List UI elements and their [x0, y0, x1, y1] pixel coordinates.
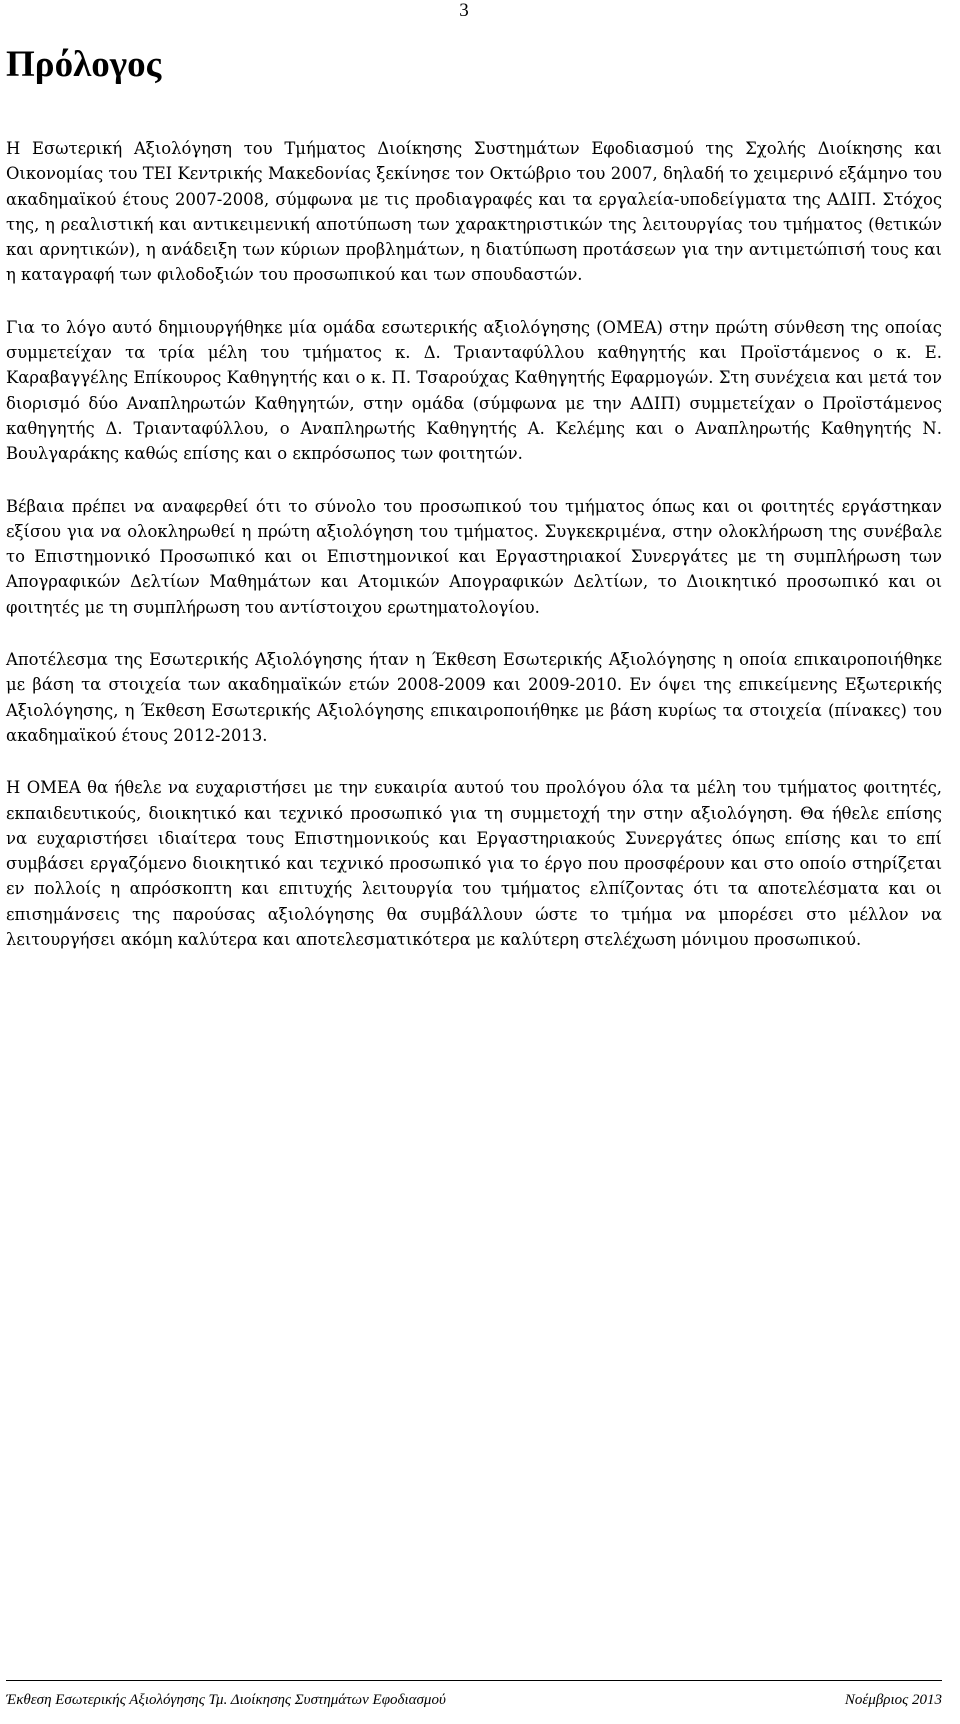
paragraph-committee: Για το λόγο αυτό δημιουργήθηκε μία ομάδα εσωτερικής αξιολόγησης (ΟΜΕΑ) στην πρώτη σύνθεση της οποίας συμμετείχαν τα τρία μέλη του τμήματος κ. Δ. Τριανταφύλλου καθηγητής και Προϊστάμενος ο κ. Ε. Καραβαγγέλης Επίκουρος Καθηγητής και ο κ. Π. Τσαρούχας Καθηγητής Εφαρμογών. Στη συνέχεια και μετά τον διορισμό δύο Αναπληρωτών Καθηγητών, στην ομάδα (σύμφωνα με την ΑΔΙΠ) συμμετείχαν ο Προϊστάμενος καθηγητής Δ. Τριανταφύλλου, ο Αναπληρωτής Καθηγητής Α. Κελέμης και ο Αναπληρωτής Καθηγητής Ν. Βουλγαράκης καθώς επίσης και ο εκπρόσωπος των φοιτητών.	[6, 317, 942, 464]
page-number: 3	[459, 0, 469, 21]
page-title: Πρόλογος	[6, 44, 162, 85]
footer-document-title: Έκθεση Εσωτερικής Αξιολόγησης Τμ. Διοίκησης Συστημάτων Εφοδιασμού	[6, 1692, 446, 1708]
footer-date: Νοέμβριος 2013	[844, 1692, 942, 1708]
body-text	[6, 136, 942, 979]
paragraph-intro: Η Εσωτερική Αξιολόγηση του Τμήματος Διοίκησης Συστημάτων Εφοδιασμού της Σχολής Διοίκησης και Οικονομίας του ΤΕΙ Κεντρικής Μακεδονίας ξεκίνησε τον Οκτώβριο του 2007, δηλαδή το χειμερινό εξάμηνο του ακαδημαϊκού έτους 2007-2008, σύμφωνα με τις προδιαγραφές και τα εργαλεία-υποδείγματα της ΑΔΙΠ. Στόχος της, η ρεαλιστική και αντικειμενική αποτύπωση των χαρακτηριστικών της λειτουργίας του τμήματος (θετικών και αρνητικών), η ανάδειξη των κύριων προβλημάτων, η διατύπωση προτάσεων για την αντιμετώπισή τους και η καταγραφή των φιλοδοξιών του προσωπικού και των σπουδαστών.	[6, 139, 942, 285]
paragraph-result: Αποτέλεσμα της Εσωτερικής Αξιολόγησης ήταν η Έκθεση Εσωτερικής Αξιολόγησης η οποία επικαιροποιήθηκε με βάση τα στοιχεία των ακαδημαϊκών ετών 2008-2009 και 2009-2010. Εν όψει της επικείμενης Εξωτερικής Αξιολόγησης, η Έκθεση Εσωτερικής Αξιολόγησης επικαιροποιήθηκε με βάση κυρίως τα στοιχεία (πίνακες) του ακαδημαϊκού έτους 2012-2013.	[6, 650, 942, 745]
footer-divider	[6, 1680, 942, 1681]
page-footer	[6, 1690, 942, 1710]
paragraph-contributors: Βέβαια πρέπει να αναφερθεί ότι το σύνολο του προσωπικού του τμήματος όπως και οι φοιτητές εργάστηκαν εξίσου για να ολοκληρωθεί η πρώτη αξιολόγηση του τμήματος. Συγκεκριμένα, στην ολοκλήρωση της συνέβαλε το Επιστημονικό Προσωπικό και οι Επιστημονικοί και Εργαστηριακοί Συνεργάτες με τη συμπλήρωση των Απογραφικών Δελτίων Μαθημάτων και Ατομικών Απογραφικών Δελτίων, το Διοικητικό προσωπικό και οι φοιτητές με τη συμπλήρωση του αντίστοιχου ερωτηματολογίου.	[6, 496, 942, 617]
paragraph-acknowledgements: Η ΟΜΕΑ θα ήθελε να ευχαριστήσει με την ευκαιρία αυτού του προλόγου όλα τα μέλη του τμήματος φοιτητές, εκπαιδευτικούς, διοικητικό και τεχνικό προσωπικό για τη συμμετοχή την στην αξιολόγηση. Θα ήθελε επίσης να ευχαριστήσει ιδιαίτερα τους Επιστημονικούς και Εργαστηριακούς Συνεργάτες όπως επίσης και το επί συμβάσει εργαζόμενο διοικητικό και τεχνικό προσωπικό για το έργο που προσφέρουν και στο οποίο στηρίζεται εν πολλοίς η απρόσκοπτη και επιτυχής λειτουργία του τμήματος ελπίζοντας ότι τα αποτελέσματα και οι επισημάνσεις της παρούσας αξιολόγησης θα συμβάλλουν ώστε το τμήμα να μπορέσει στο μέλλον να λειτουργήσει ακόμη καλύτερα και αποτελεσματικότερα με καλύτερη στελέχωση μόνιμου προσωπικού.	[6, 778, 942, 950]
